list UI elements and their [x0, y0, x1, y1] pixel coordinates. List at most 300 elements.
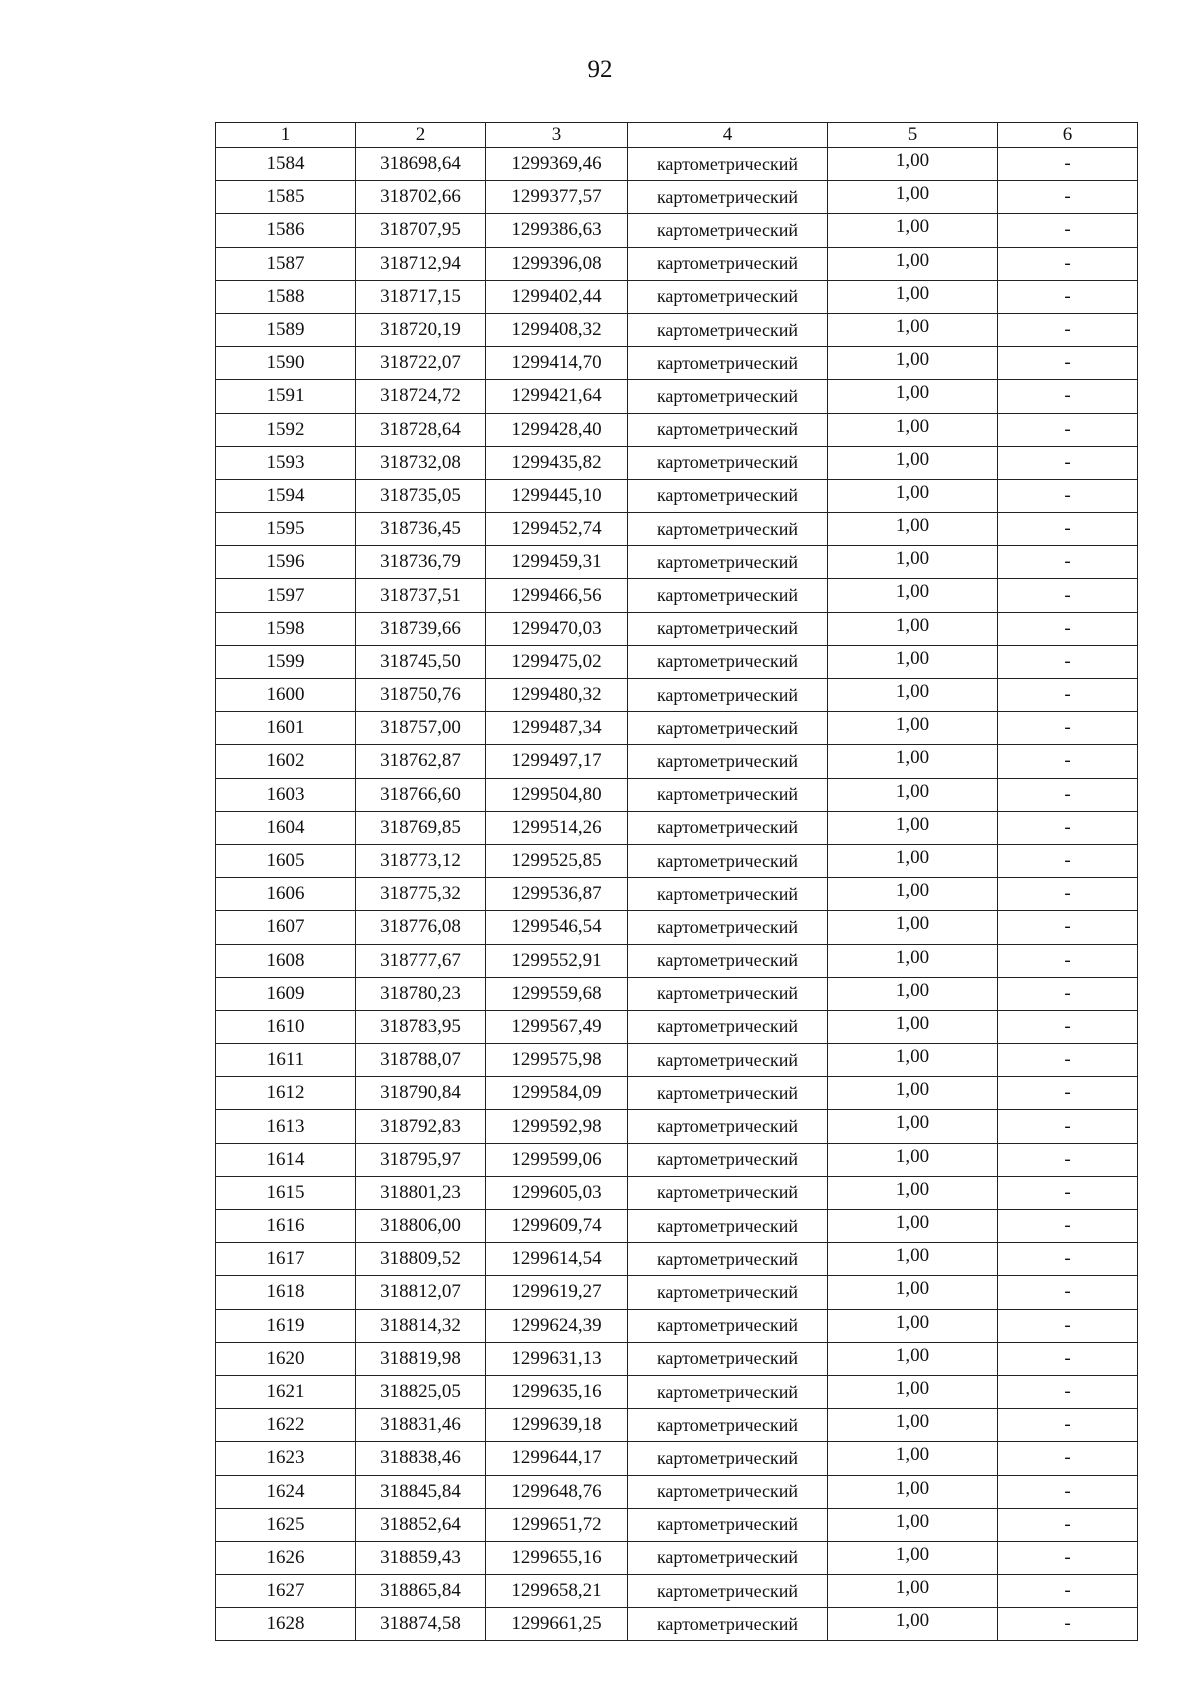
- table-row: [216, 1276, 1138, 1309]
- note-cell: -: [998, 1475, 1138, 1508]
- x-coordinate-cell: 318698,64: [356, 148, 486, 181]
- column-header: 4: [628, 123, 828, 148]
- method-cell: картометрический: [628, 1508, 828, 1541]
- method-cell: картометрический: [628, 148, 828, 181]
- method-cell: картометрический: [628, 1342, 828, 1375]
- note-cell: -: [998, 313, 1138, 346]
- y-coordinate-cell: 1299421,64: [486, 380, 628, 413]
- column-header: 1: [216, 123, 356, 148]
- point-number-cell: 1604: [216, 811, 356, 844]
- note-cell: -: [998, 1243, 1138, 1276]
- point-number-cell: 1584: [216, 148, 356, 181]
- accuracy-cell: 1,00: [828, 811, 998, 844]
- method-cell: картометрический: [628, 1309, 828, 1342]
- point-number-cell: 1598: [216, 612, 356, 645]
- x-coordinate-cell: 318702,66: [356, 181, 486, 214]
- y-coordinate-cell: 1299402,44: [486, 280, 628, 313]
- x-coordinate-cell: 318735,05: [356, 479, 486, 512]
- x-coordinate-cell: 318825,05: [356, 1375, 486, 1408]
- method-cell: картометрический: [628, 911, 828, 944]
- x-coordinate-cell: 318819,98: [356, 1342, 486, 1375]
- table-row: [216, 380, 1138, 413]
- note-cell: -: [998, 1210, 1138, 1243]
- x-coordinate-cell: 318838,46: [356, 1442, 486, 1475]
- table-row: [216, 1077, 1138, 1110]
- point-number-cell: 1612: [216, 1077, 356, 1110]
- point-number-cell: 1624: [216, 1475, 356, 1508]
- table-row: [216, 844, 1138, 877]
- point-number-cell: 1605: [216, 844, 356, 877]
- x-coordinate-cell: 318806,00: [356, 1210, 486, 1243]
- x-coordinate-cell: 318736,79: [356, 546, 486, 579]
- table-row: [216, 1010, 1138, 1043]
- x-coordinate-cell: 318874,58: [356, 1608, 486, 1641]
- table-row: [216, 977, 1138, 1010]
- table-row: [216, 745, 1138, 778]
- y-coordinate-cell: 1299369,46: [486, 148, 628, 181]
- point-number-cell: 1587: [216, 247, 356, 280]
- y-coordinate-cell: 1299452,74: [486, 513, 628, 546]
- accuracy-cell: 1,00: [828, 645, 998, 678]
- x-coordinate-cell: 318717,15: [356, 280, 486, 313]
- method-cell: картометрический: [628, 214, 828, 247]
- method-cell: картометрический: [628, 479, 828, 512]
- column-header: 3: [486, 123, 628, 148]
- method-cell: картометрический: [628, 1243, 828, 1276]
- point-number-cell: 1614: [216, 1143, 356, 1176]
- note-cell: -: [998, 1575, 1138, 1608]
- method-cell: картометрический: [628, 280, 828, 313]
- note-cell: -: [998, 446, 1138, 479]
- accuracy-cell: 1,00: [828, 1575, 998, 1608]
- method-cell: картометрический: [628, 181, 828, 214]
- table-row: [216, 513, 1138, 546]
- table-row: [216, 1210, 1138, 1243]
- method-cell: картометрический: [628, 1575, 828, 1608]
- header-row: [216, 123, 1138, 148]
- method-cell: картометрический: [628, 811, 828, 844]
- accuracy-cell: 1,00: [828, 380, 998, 413]
- note-cell: -: [998, 579, 1138, 612]
- y-coordinate-cell: 1299651,72: [486, 1508, 628, 1541]
- y-coordinate-cell: 1299639,18: [486, 1409, 628, 1442]
- y-coordinate-cell: 1299536,87: [486, 878, 628, 911]
- table-row: [216, 579, 1138, 612]
- column-header: 2: [356, 123, 486, 148]
- y-coordinate-cell: 1299459,31: [486, 546, 628, 579]
- note-cell: -: [998, 1143, 1138, 1176]
- method-cell: картометрический: [628, 1541, 828, 1574]
- accuracy-cell: 1,00: [828, 911, 998, 944]
- table-row: [216, 347, 1138, 380]
- y-coordinate-cell: 1299504,80: [486, 778, 628, 811]
- point-number-cell: 1586: [216, 214, 356, 247]
- accuracy-cell: 1,00: [828, 247, 998, 280]
- accuracy-cell: 1,00: [828, 280, 998, 313]
- table-row: [216, 247, 1138, 280]
- method-cell: картометрический: [628, 878, 828, 911]
- table-row: [216, 1044, 1138, 1077]
- table-body: [216, 148, 1138, 1641]
- point-number-cell: 1618: [216, 1276, 356, 1309]
- note-cell: -: [998, 944, 1138, 977]
- x-coordinate-cell: 318814,32: [356, 1309, 486, 1342]
- note-cell: -: [998, 645, 1138, 678]
- note-cell: -: [998, 745, 1138, 778]
- point-number-cell: 1628: [216, 1608, 356, 1641]
- y-coordinate-cell: 1299619,27: [486, 1276, 628, 1309]
- note-cell: -: [998, 380, 1138, 413]
- accuracy-cell: 1,00: [828, 1176, 998, 1209]
- method-cell: картометрический: [628, 1143, 828, 1176]
- point-number-cell: 1597: [216, 579, 356, 612]
- table-row: [216, 1409, 1138, 1442]
- method-cell: картометрический: [628, 546, 828, 579]
- method-cell: картометрический: [628, 712, 828, 745]
- accuracy-cell: 1,00: [828, 1110, 998, 1143]
- accuracy-cell: 1,00: [828, 778, 998, 811]
- accuracy-cell: 1,00: [828, 977, 998, 1010]
- method-cell: картометрический: [628, 612, 828, 645]
- method-cell: картометрический: [628, 413, 828, 446]
- point-number-cell: 1611: [216, 1044, 356, 1077]
- method-cell: картометрический: [628, 313, 828, 346]
- method-cell: картометрический: [628, 844, 828, 877]
- method-cell: картометрический: [628, 1409, 828, 1442]
- y-coordinate-cell: 1299658,21: [486, 1575, 628, 1608]
- method-cell: картометрический: [628, 1375, 828, 1408]
- table-row: [216, 712, 1138, 745]
- table-row: [216, 645, 1138, 678]
- method-cell: картометрический: [628, 745, 828, 778]
- x-coordinate-cell: 318852,64: [356, 1508, 486, 1541]
- y-coordinate-cell: 1299599,06: [486, 1143, 628, 1176]
- table-row: [216, 280, 1138, 313]
- note-cell: -: [998, 844, 1138, 877]
- point-number-cell: 1626: [216, 1541, 356, 1574]
- accuracy-cell: 1,00: [828, 446, 998, 479]
- table-row: [216, 1110, 1138, 1143]
- x-coordinate-cell: 318775,32: [356, 878, 486, 911]
- y-coordinate-cell: 1299475,02: [486, 645, 628, 678]
- note-cell: -: [998, 1608, 1138, 1641]
- accuracy-cell: 1,00: [828, 612, 998, 645]
- x-coordinate-cell: 318762,87: [356, 745, 486, 778]
- y-coordinate-cell: 1299592,98: [486, 1110, 628, 1143]
- point-number-cell: 1592: [216, 413, 356, 446]
- point-number-cell: 1601: [216, 712, 356, 745]
- table-row: [216, 612, 1138, 645]
- page-number: 92: [587, 56, 613, 83]
- table-row: [216, 1541, 1138, 1574]
- x-coordinate-cell: 318720,19: [356, 313, 486, 346]
- x-coordinate-cell: 318750,76: [356, 679, 486, 712]
- note-cell: -: [998, 1409, 1138, 1442]
- table-row: [216, 1508, 1138, 1541]
- table-row: [216, 1442, 1138, 1475]
- x-coordinate-cell: 318831,46: [356, 1409, 486, 1442]
- accuracy-cell: 1,00: [828, 1442, 998, 1475]
- table-row: [216, 1309, 1138, 1342]
- point-number-cell: 1621: [216, 1375, 356, 1408]
- x-coordinate-cell: 318795,97: [356, 1143, 486, 1176]
- x-coordinate-cell: 318809,52: [356, 1243, 486, 1276]
- note-cell: -: [998, 1375, 1138, 1408]
- accuracy-cell: 1,00: [828, 1210, 998, 1243]
- y-coordinate-cell: 1299648,76: [486, 1475, 628, 1508]
- x-coordinate-cell: 318769,85: [356, 811, 486, 844]
- accuracy-cell: 1,00: [828, 1541, 998, 1574]
- column-header: 5: [828, 123, 998, 148]
- accuracy-cell: 1,00: [828, 1243, 998, 1276]
- accuracy-cell: 1,00: [828, 148, 998, 181]
- note-cell: -: [998, 679, 1138, 712]
- x-coordinate-cell: 318773,12: [356, 844, 486, 877]
- method-cell: картометрический: [628, 1044, 828, 1077]
- point-number-cell: 1627: [216, 1575, 356, 1608]
- coordinates-table: [215, 122, 1138, 1641]
- table-row: [216, 1143, 1138, 1176]
- note-cell: -: [998, 1508, 1138, 1541]
- y-coordinate-cell: 1299552,91: [486, 944, 628, 977]
- table-row: [216, 1176, 1138, 1209]
- note-cell: -: [998, 513, 1138, 546]
- method-cell: картометрический: [628, 1442, 828, 1475]
- method-cell: картометрический: [628, 1608, 828, 1641]
- table-row: [216, 413, 1138, 446]
- y-coordinate-cell: 1299435,82: [486, 446, 628, 479]
- x-coordinate-cell: 318790,84: [356, 1077, 486, 1110]
- note-cell: -: [998, 1309, 1138, 1342]
- note-cell: -: [998, 878, 1138, 911]
- point-number-cell: 1599: [216, 645, 356, 678]
- accuracy-cell: 1,00: [828, 347, 998, 380]
- accuracy-cell: 1,00: [828, 214, 998, 247]
- y-coordinate-cell: 1299546,54: [486, 911, 628, 944]
- accuracy-cell: 1,00: [828, 313, 998, 346]
- accuracy-cell: 1,00: [828, 513, 998, 546]
- accuracy-cell: 1,00: [828, 1608, 998, 1641]
- y-coordinate-cell: 1299525,85: [486, 844, 628, 877]
- y-coordinate-cell: 1299514,26: [486, 811, 628, 844]
- x-coordinate-cell: 318777,67: [356, 944, 486, 977]
- x-coordinate-cell: 318722,07: [356, 347, 486, 380]
- accuracy-cell: 1,00: [828, 1508, 998, 1541]
- x-coordinate-cell: 318736,45: [356, 513, 486, 546]
- point-number-cell: 1594: [216, 479, 356, 512]
- accuracy-cell: 1,00: [828, 712, 998, 745]
- method-cell: картометрический: [628, 247, 828, 280]
- table-row: [216, 1243, 1138, 1276]
- method-cell: картометрический: [628, 778, 828, 811]
- point-number-cell: 1596: [216, 546, 356, 579]
- y-coordinate-cell: 1299605,03: [486, 1176, 628, 1209]
- point-number-cell: 1595: [216, 513, 356, 546]
- accuracy-cell: 1,00: [828, 844, 998, 877]
- note-cell: -: [998, 612, 1138, 645]
- x-coordinate-cell: 318732,08: [356, 446, 486, 479]
- x-coordinate-cell: 318783,95: [356, 1010, 486, 1043]
- point-number-cell: 1620: [216, 1342, 356, 1375]
- note-cell: -: [998, 1010, 1138, 1043]
- method-cell: картометрический: [628, 446, 828, 479]
- x-coordinate-cell: 318845,84: [356, 1475, 486, 1508]
- table-row: [216, 1375, 1138, 1408]
- table-row: [216, 944, 1138, 977]
- x-coordinate-cell: 318757,00: [356, 712, 486, 745]
- point-number-cell: 1603: [216, 778, 356, 811]
- method-cell: картометрический: [628, 977, 828, 1010]
- x-coordinate-cell: 318728,64: [356, 413, 486, 446]
- x-coordinate-cell: 318739,66: [356, 612, 486, 645]
- note-cell: -: [998, 1077, 1138, 1110]
- y-coordinate-cell: 1299661,25: [486, 1608, 628, 1641]
- point-number-cell: 1588: [216, 280, 356, 313]
- table-row: [216, 1575, 1138, 1608]
- method-cell: картометрический: [628, 1077, 828, 1110]
- point-number-cell: 1585: [216, 181, 356, 214]
- accuracy-cell: 1,00: [828, 479, 998, 512]
- note-cell: -: [998, 977, 1138, 1010]
- y-coordinate-cell: 1299408,32: [486, 313, 628, 346]
- table-row: [216, 1608, 1138, 1641]
- y-coordinate-cell: 1299584,09: [486, 1077, 628, 1110]
- point-number-cell: 1591: [216, 380, 356, 413]
- accuracy-cell: 1,00: [828, 1077, 998, 1110]
- method-cell: картометрический: [628, 679, 828, 712]
- x-coordinate-cell: 318724,72: [356, 380, 486, 413]
- y-coordinate-cell: 1299655,16: [486, 1541, 628, 1574]
- accuracy-cell: 1,00: [828, 1475, 998, 1508]
- point-number-cell: 1593: [216, 446, 356, 479]
- x-coordinate-cell: 318859,43: [356, 1541, 486, 1574]
- method-cell: картометрический: [628, 1176, 828, 1209]
- note-cell: -: [998, 1442, 1138, 1475]
- x-coordinate-cell: 318707,95: [356, 214, 486, 247]
- method-cell: картометрический: [628, 579, 828, 612]
- y-coordinate-cell: 1299644,17: [486, 1442, 628, 1475]
- table-row: [216, 214, 1138, 247]
- point-number-cell: 1607: [216, 911, 356, 944]
- x-coordinate-cell: 318865,84: [356, 1575, 486, 1608]
- x-coordinate-cell: 318745,50: [356, 645, 486, 678]
- point-number-cell: 1622: [216, 1409, 356, 1442]
- accuracy-cell: 1,00: [828, 679, 998, 712]
- point-number-cell: 1600: [216, 679, 356, 712]
- point-number-cell: 1589: [216, 313, 356, 346]
- note-cell: -: [998, 1176, 1138, 1209]
- x-coordinate-cell: 318801,23: [356, 1176, 486, 1209]
- table-row: [216, 878, 1138, 911]
- table-row: [216, 546, 1138, 579]
- method-cell: картометрический: [628, 1210, 828, 1243]
- note-cell: -: [998, 1276, 1138, 1309]
- point-number-cell: 1616: [216, 1210, 356, 1243]
- accuracy-cell: 1,00: [828, 1309, 998, 1342]
- note-cell: -: [998, 214, 1138, 247]
- note-cell: -: [998, 1044, 1138, 1077]
- accuracy-cell: 1,00: [828, 745, 998, 778]
- method-cell: картометрический: [628, 645, 828, 678]
- x-coordinate-cell: 318737,51: [356, 579, 486, 612]
- note-cell: -: [998, 347, 1138, 380]
- y-coordinate-cell: 1299377,57: [486, 181, 628, 214]
- x-coordinate-cell: 318792,83: [356, 1110, 486, 1143]
- table-row: [216, 479, 1138, 512]
- note-cell: -: [998, 413, 1138, 446]
- y-coordinate-cell: 1299396,08: [486, 247, 628, 280]
- point-number-cell: 1609: [216, 977, 356, 1010]
- point-number-cell: 1617: [216, 1243, 356, 1276]
- column-header: 6: [998, 123, 1138, 148]
- table-row: [216, 778, 1138, 811]
- note-cell: -: [998, 280, 1138, 313]
- accuracy-cell: 1,00: [828, 546, 998, 579]
- y-coordinate-cell: 1299480,32: [486, 679, 628, 712]
- point-number-cell: 1615: [216, 1176, 356, 1209]
- accuracy-cell: 1,00: [828, 1276, 998, 1309]
- note-cell: -: [998, 778, 1138, 811]
- y-coordinate-cell: 1299497,17: [486, 745, 628, 778]
- note-cell: -: [998, 712, 1138, 745]
- x-coordinate-cell: 318788,07: [356, 1044, 486, 1077]
- note-cell: -: [998, 546, 1138, 579]
- table-row: [216, 313, 1138, 346]
- method-cell: картометрический: [628, 380, 828, 413]
- y-coordinate-cell: 1299470,03: [486, 612, 628, 645]
- y-coordinate-cell: 1299631,13: [486, 1342, 628, 1375]
- accuracy-cell: 1,00: [828, 181, 998, 214]
- y-coordinate-cell: 1299559,68: [486, 977, 628, 1010]
- accuracy-cell: 1,00: [828, 944, 998, 977]
- note-cell: -: [998, 181, 1138, 214]
- accuracy-cell: 1,00: [828, 1375, 998, 1408]
- table-row: [216, 1342, 1138, 1375]
- method-cell: картометрический: [628, 1475, 828, 1508]
- table-header: [216, 123, 1138, 148]
- x-coordinate-cell: 318780,23: [356, 977, 486, 1010]
- x-coordinate-cell: 318812,07: [356, 1276, 486, 1309]
- y-coordinate-cell: 1299445,10: [486, 479, 628, 512]
- accuracy-cell: 1,00: [828, 579, 998, 612]
- point-number-cell: 1606: [216, 878, 356, 911]
- y-coordinate-cell: 1299614,54: [486, 1243, 628, 1276]
- accuracy-cell: 1,00: [828, 1010, 998, 1043]
- y-coordinate-cell: 1299466,56: [486, 579, 628, 612]
- method-cell: картометрический: [628, 944, 828, 977]
- y-coordinate-cell: 1299386,63: [486, 214, 628, 247]
- point-number-cell: 1625: [216, 1508, 356, 1541]
- y-coordinate-cell: 1299414,70: [486, 347, 628, 380]
- note-cell: -: [998, 1110, 1138, 1143]
- table-row: [216, 446, 1138, 479]
- method-cell: картометрический: [628, 347, 828, 380]
- y-coordinate-cell: 1299575,98: [486, 1044, 628, 1077]
- note-cell: -: [998, 1541, 1138, 1574]
- accuracy-cell: 1,00: [828, 1044, 998, 1077]
- accuracy-cell: 1,00: [828, 1409, 998, 1442]
- table-row: [216, 679, 1138, 712]
- point-number-cell: 1610: [216, 1010, 356, 1043]
- point-number-cell: 1608: [216, 944, 356, 977]
- x-coordinate-cell: 318712,94: [356, 247, 486, 280]
- table-row: [216, 1475, 1138, 1508]
- table-row: [216, 148, 1138, 181]
- y-coordinate-cell: 1299567,49: [486, 1010, 628, 1043]
- table-row: [216, 811, 1138, 844]
- point-number-cell: 1590: [216, 347, 356, 380]
- y-coordinate-cell: 1299487,34: [486, 712, 628, 745]
